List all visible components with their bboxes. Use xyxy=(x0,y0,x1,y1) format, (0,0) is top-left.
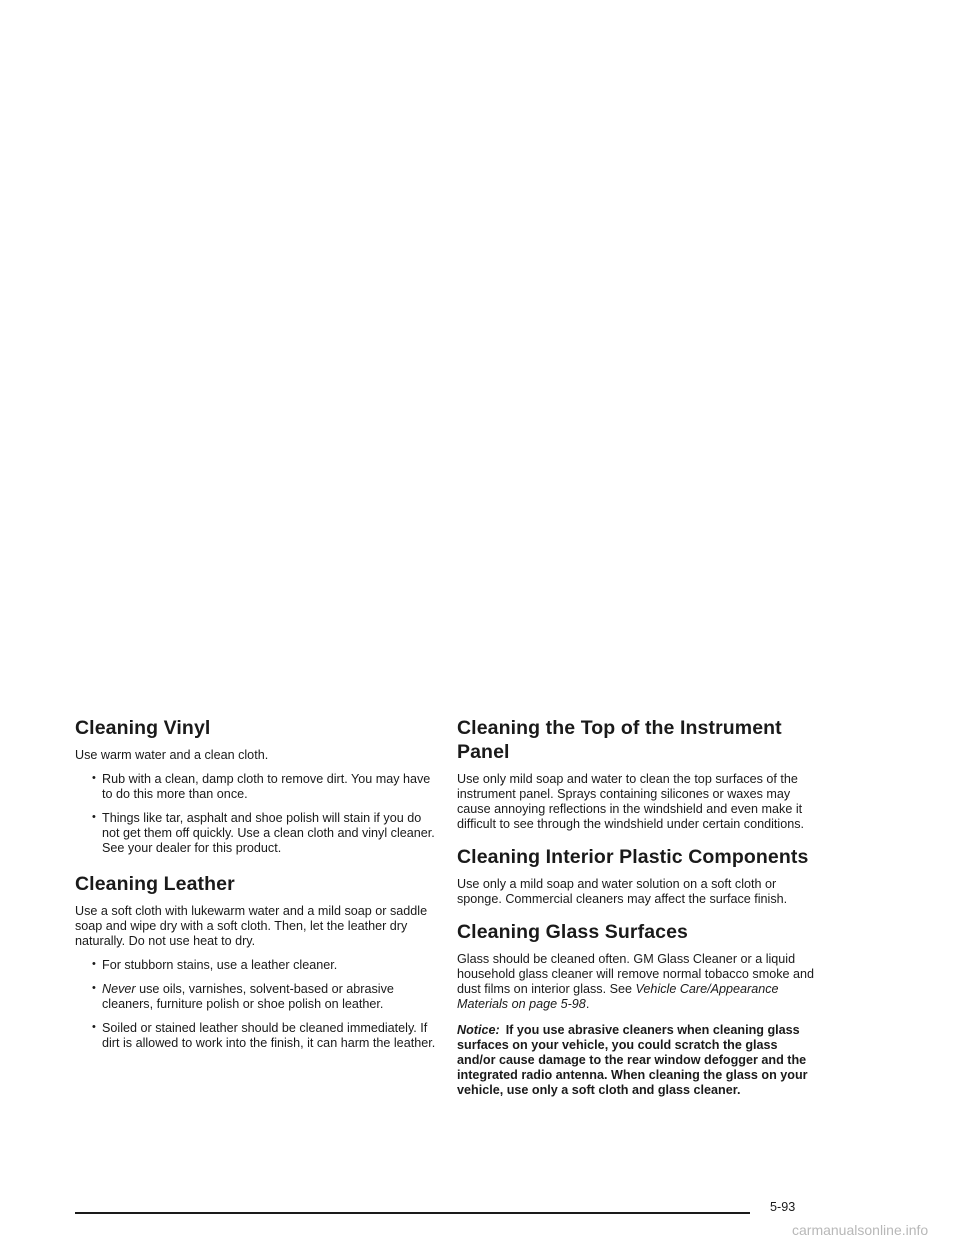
watermark: carmanualsonline.info xyxy=(792,1222,929,1238)
vinyl-intro: Use warm water and a clean cloth. xyxy=(75,748,269,762)
leather-intro: Use a soft cloth with lukewarm water and a mild soap or saddle soap and wipe dry with a soft cloth. Then, let the leather dry naturally. Do not use heat to dry. xyxy=(75,904,428,948)
heading-cleaning-leather: Cleaning Leather xyxy=(75,873,235,895)
page-number: 5-93 xyxy=(770,1200,796,1214)
instrument-panel-body: Use only mild soap and water to clean the top surfaces of the instrument panel. Sprays containing silicones or waxes may cause annoying reflections in the windshield and even make it difficult to see through the windshield under certain conditions. xyxy=(457,772,805,831)
heading-cleaning-vinyl: Cleaning Vinyl xyxy=(75,717,211,739)
vehicle-care-link[interactable]: Vehicle Care/Appearance Materials on page 5-98 xyxy=(457,982,779,1011)
left-column xyxy=(75,716,437,1051)
section-cleaning-leather xyxy=(75,872,437,1051)
bullet-icon: • xyxy=(92,958,96,970)
list-item: • Soiled or stained leather should be cleaned immediately. If dirt is allowed to work into the finish, it can harm the leather. xyxy=(92,1021,436,1050)
section-interior-plastic xyxy=(457,845,819,907)
notice-label: Notice: xyxy=(457,1023,500,1037)
footer-rule xyxy=(75,1212,750,1214)
bullet-icon: • xyxy=(92,1021,96,1033)
section-cleaning-vinyl xyxy=(75,716,437,856)
section-glass-surfaces xyxy=(457,920,819,1098)
heading-instrument-panel: Cleaning the Top of the Instrument Panel xyxy=(457,717,782,763)
bullet-icon: • xyxy=(92,772,96,784)
notice-text: If you use abrasive cleaners when cleaning glass surfaces on your vehicle, you could scratch the glass and/or cause damage to the rear window defogger and the integrated radio antenna. When cleaning the glass on your vehicle, use only a soft cloth and glass cleaner. xyxy=(457,1023,808,1097)
list-item: • Things like tar, asphalt and shoe polish will stain if you do not get them off quickly. Use a clean cloth and vinyl cleaner. See your dealer for this product. xyxy=(92,811,435,855)
leather-bullet-list xyxy=(75,958,437,1051)
vinyl-bullet-list xyxy=(75,772,437,856)
never-emphasis: Never xyxy=(102,982,136,996)
right-column xyxy=(457,716,819,1098)
list-item: • Rub with a clean, damp cloth to remove dirt. You may have to do this more than once. xyxy=(92,772,431,801)
heading-glass-surfaces: Cleaning Glass Surfaces xyxy=(457,921,688,943)
heading-interior-plastic: Cleaning Interior Plastic Components xyxy=(457,846,809,868)
glass-notice xyxy=(457,1023,819,1098)
interior-plastic-body: Use only a mild soap and water solution on a soft cloth or sponge. Commercial cleaners may affect the surface finish. xyxy=(457,877,788,906)
bullet-icon: • xyxy=(92,982,96,994)
section-instrument-panel xyxy=(457,716,819,832)
list-item: • Never use oils, varnishes, solvent-based or abrasive cleaners, furniture polish or shoe polish on leather. xyxy=(92,982,394,1011)
bullet-icon: • xyxy=(92,811,96,823)
list-item: • For stubborn stains, use a leather cleaner. xyxy=(92,958,338,972)
glass-body: Glass should be cleaned often. GM Glass Cleaner or a liquid household glass cleaner will remove normal tobacco smoke and dust films on interior glass. See Vehicle Care/Appearance Materials on page 5-98. xyxy=(457,952,815,1011)
